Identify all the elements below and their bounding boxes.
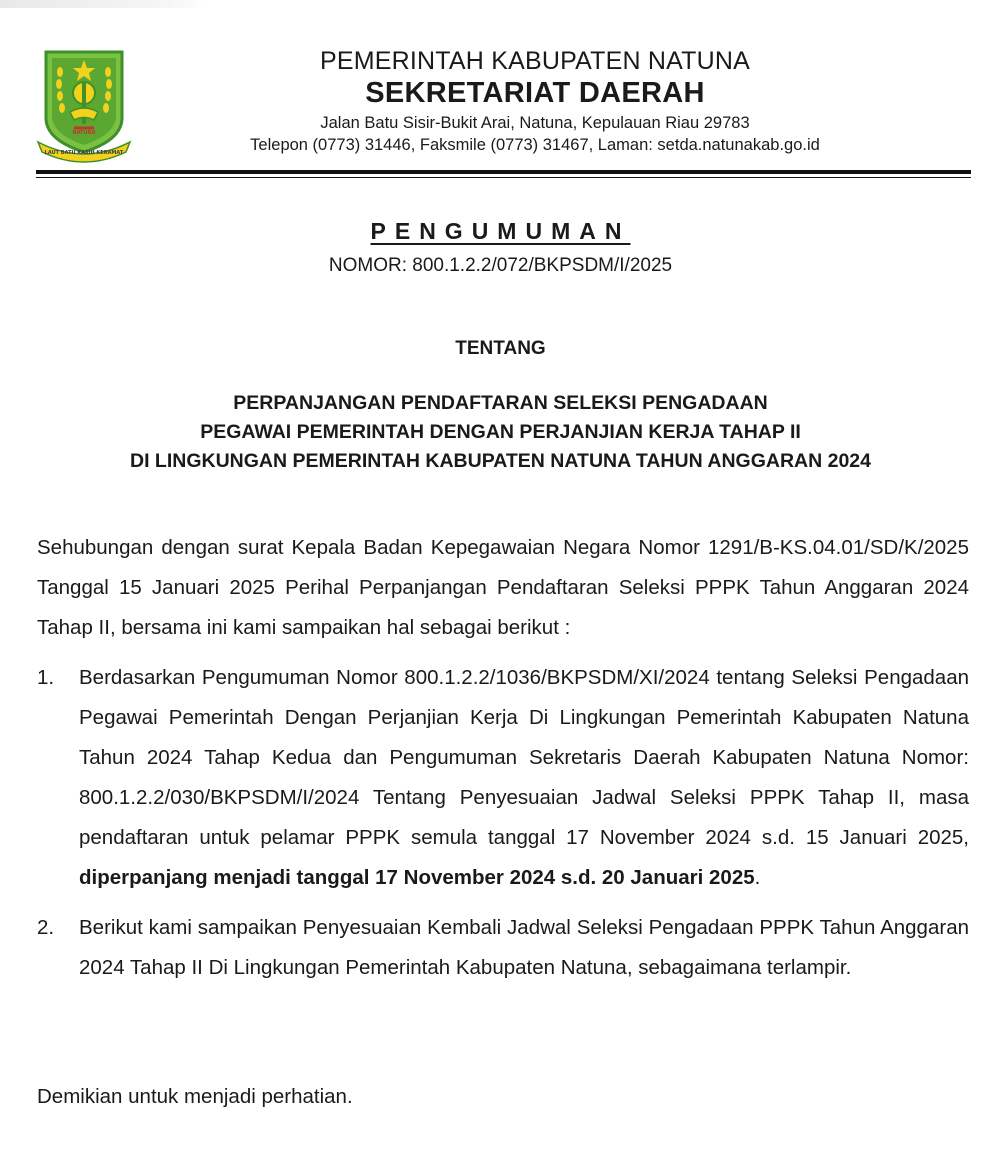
closing-sentence: Demikian untuk menjadi perhatian. xyxy=(37,1085,353,1108)
subject-line: PEGAWAI PEMERINTAH DENGAN PERJANJIAN KERJA TAHAP II xyxy=(200,421,801,443)
list-item xyxy=(37,658,969,898)
svg-text:LAUT BATU KASIH KERAMAT: LAUT BATU KASIH KERAMAT xyxy=(44,150,124,156)
subject-line: PERPANJANGAN PENDAFTARAN SELEKSI PENGADAAN xyxy=(233,392,768,414)
office-address: Jalan Batu Sisir-Bukit Arai, Natuna, Kepulauan Riau 29783 xyxy=(320,114,750,132)
government-name: PEMERINTAH KABUPATEN NATUNA xyxy=(320,47,750,75)
list-item-text: Berdasarkan Pengumuman Nomor 800.1.2.2/1036/BKPSDM/XI/2024 tentang Seleksi Pengadaan Pegawai Pemerintah Dengan Perjanjian Kerja Di Lingkungan Pemerintah Kabupaten Natuna Tahun 2024 Tahap Kedua dan Pengumuman Sekretaris Daerah Kabupaten Natuna Nomor: 800.1.2.2/030/BKPSDM/I/2024 Tentang Penyesuaian Jadwal Seleksi PPPK Tahap II, masa pendaftaran untuk pelamar PPPK semula tanggal 17 November 2024 s.d. 15 Januari 2025, xyxy=(79,666,969,849)
letterhead-rule-thin xyxy=(36,177,971,178)
list-item-number: 1. xyxy=(37,666,55,689)
intro-paragraph: Sehubungan dengan surat Kepala Badan Kepegawaian Negara Nomor 1291/B-KS.04.01/SD/K/2025 Tanggal 15 Januari 2025 Perihal Perpanjangan Pendaftaran Seleksi PPPK Tahun Anggaran 2024 Tahap II, bersama ini kami sampaikan hal sebagai berikut : xyxy=(37,536,969,639)
announcement-points xyxy=(37,658,969,988)
letterhead xyxy=(140,46,930,156)
svg-text:NATUNA: NATUNA xyxy=(72,130,96,136)
announcement-number: NOMOR: 800.1.2.2/072/BKPSDM/I/2025 xyxy=(328,255,673,276)
list-item-text: Berikut kami sampaikan Penyesuaian Kembali Jadwal Seleksi Pengadaan PPPK Tahun Anggaran 2024 Tahap II Di Lingkungan Pemerintah Kabupaten Natuna, sebagaimana terlampir. xyxy=(79,916,969,979)
announcement-title xyxy=(0,218,1001,245)
natuna-emblem-logo xyxy=(36,48,132,164)
list-item xyxy=(37,908,969,988)
scan-edge-shadow xyxy=(0,0,210,8)
secretariat-name: SEKRETARIAT DAERAH xyxy=(365,77,705,109)
list-item-emphasis: diperpanjang menjadi tanggal 17 November 2024 s.d. 20 Januari 2025 xyxy=(79,866,755,889)
list-item-number: 2. xyxy=(37,916,55,939)
list-item-tail: . xyxy=(754,866,761,889)
subject-line: DI LINGKUNGAN PEMERINTAH KABUPATEN NATUNA TAHUN ANGGARAN 2024 xyxy=(129,450,871,472)
announcement-title-text: PENGUMUMAN xyxy=(370,218,631,244)
announcement-subject xyxy=(20,389,981,476)
about-label: TENTANG xyxy=(455,338,546,359)
office-contact: Telepon (0773) 31446, Faksmile (0773) 31467, Laman: setda.natunakab.go.id xyxy=(250,136,820,154)
letterhead-rule-thick xyxy=(36,170,971,174)
